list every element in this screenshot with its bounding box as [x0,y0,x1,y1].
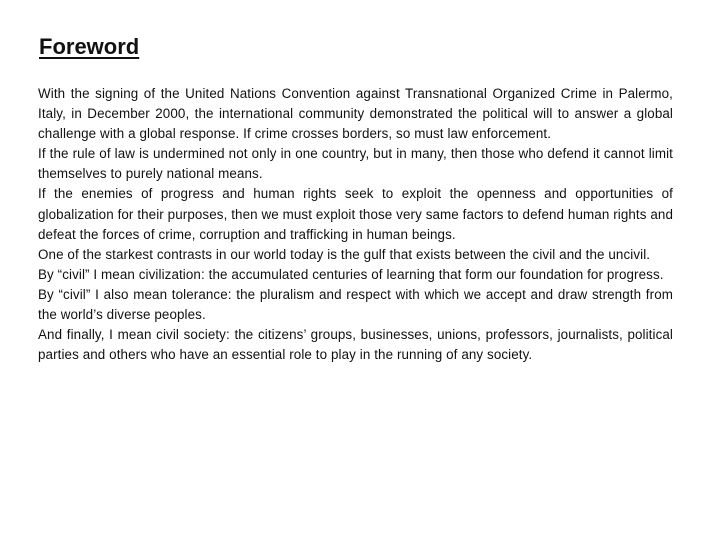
paragraph-civil-society: And finally, I mean civil society: the citizens’ groups, businesses, unions, professors, journalists, political parties and others who have an essential role to play in the running of any society. [38,327,673,363]
paragraph-rule-of-law: If the rule of law is undermined not only in one country, but in many, then those who defend it cannot limit themselves to purely national means. [38,146,673,182]
paragraph-civilization: By “civil” I mean civilization: the accumulated centuries of learning that form our foundation for progress. [38,266,664,282]
paragraph-civil-uncivil: One of the starkest contrasts in our world today is the gulf that exists between the civil and the uncivil. [38,246,651,262]
page-title: Foreword [39,34,140,59]
foreword-body [38,84,673,365]
paragraph-convention: With the signing of the United Nations Convention against Transnational Organized Crime in Palermo, Italy, in December 2000, the international community demonstrated the political will to answer a global challenge with a global response. If crime crosses borders, so must law enforcement. [38,86,673,142]
paragraph-globalization: If the enemies of progress and human rights seek to exploit the openness and opportunities of globalization for their purposes, then we must exploit those very same factors to defend human rights and defeat the forces of crime, corruption and trafficking in human beings. [38,186,673,242]
paragraph-tolerance: By “civil” I also mean tolerance: the pluralism and respect with which we accept and draw strength from the world’s diverse peoples. [38,286,673,323]
